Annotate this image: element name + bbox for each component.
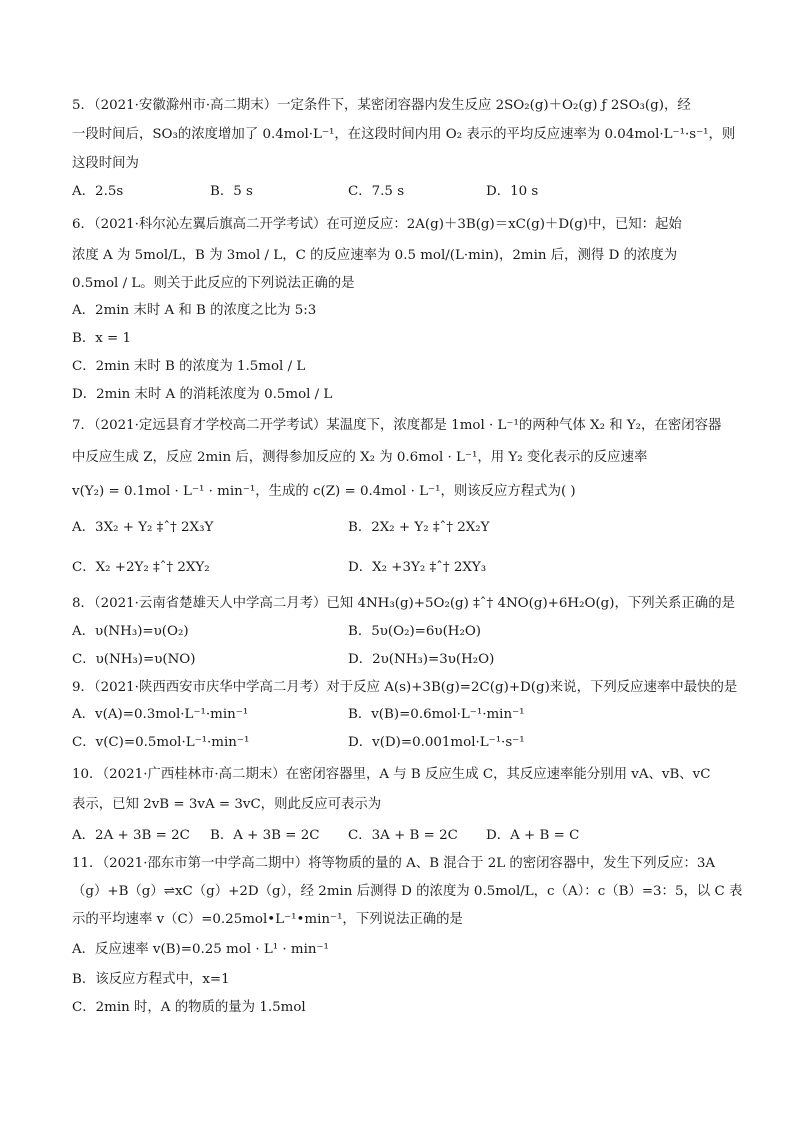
q7-option-a: A．3X₂ + Y₂ ‡ˆ† 2X₃Y	[72, 520, 214, 535]
q9-option-c: C．v(C)=0.5mol·L⁻¹·min⁻¹	[72, 735, 250, 750]
q6-option-b: B．x = 1	[72, 331, 132, 346]
q5-option-a: A．2.5s	[72, 184, 124, 199]
q10-option-d: D．A + B = C	[486, 828, 580, 843]
q8-line-1: 8．（2021·云南省楚雄天人中学高二月考）已知 4NH₃(g)+5O₂(g) ‡ˆ† 4NO(g)+6H₂O(g)，下列关系正确的是	[72, 596, 735, 611]
q7-option-d: D．X₂ +3Y₂ ‡ˆ† 2XY₃	[348, 560, 487, 575]
q5-line-1: 5．（2021·安徽滁州市·高二期末）一定条件下，某密闭容器内发生反应 2SO₂(g)＋O₂(g) ƒ 2SO₃(g)，经	[72, 98, 691, 113]
q11-option-c: C．2min 时，A 的物质的量为 1.5mol	[72, 1000, 306, 1015]
q10-option-a: A．2A + 3B = 2C	[72, 828, 190, 843]
q7-line-1: 7．（2021·定远县育才学校高二开学考试）某温度下，浓度都是 1mol · L⁻¹的两种气体 X₂ 和 Y₂，在密闭容器	[72, 418, 722, 433]
q11-line-1: 11．（2021·邵东市第一中学高二期中）将等物质的量的 A、B 混合于 2L 的密闭容器中，发生下列反应：3A	[72, 856, 716, 871]
q5-line-3: 这段时间为	[72, 156, 139, 171]
q11-line-3: 示的平均速率 v（C）=0.25mol•L⁻¹•min⁻¹，下列说法正确的是	[72, 912, 463, 927]
q7-option-c: C．X₂ +2Y₂ ‡ˆ† 2XY₂	[72, 560, 210, 575]
q5-option-d: D．10 s	[486, 184, 539, 199]
q5-line-2: 一段时间后，SO₃的浓度增加了 0.4mol·L⁻¹，在这段时间内用 O₂ 表示的平均反应速率为 0.04mol·L⁻¹·s⁻¹，则	[72, 127, 736, 142]
q11-line-2: （g）+B（g）⇌xC（g）+2D（g），经 2min 后测得 D 的浓度为 0.5mol/L，c（A）：c（B）=3：5，以 C 表	[72, 884, 743, 899]
q9-option-d: D．v(D)=0.001mol·L⁻¹·s⁻¹	[348, 735, 525, 750]
q8-option-a: A．υ(NH₃)=υ(O₂)	[72, 624, 189, 639]
q6-line-3: 0.5mol / L。则关于此反应的下列说法正确的是	[72, 276, 355, 291]
q5-option-c: C．7.5 s	[348, 184, 405, 199]
q8-option-b: B．5υ(O₂)=6υ(H₂O)	[348, 624, 482, 639]
q6-line-2: 浓度 A 为 5mol/L，B 为 3mol / L，C 的反应速率为 0.5 mol/(L·min)，2min 后，测得 D 的浓度为	[72, 248, 678, 263]
q6-line-1: 6．（2021·科尔沁左翼后旗高二开学考试）在可逆反应：2A(g)＋3B(g)＝xC(g)＋D(g)中，已知：起始	[72, 217, 682, 232]
q7-line-3: v(Y₂) = 0.1mol · L⁻¹ · min⁻¹，生成的 c(Z) = 0.4mol · L⁻¹，则该反应方程式为( )	[72, 484, 576, 499]
q7-line-2: 中反应生成 Z，反应 2min 后，测得参加反应的 X₂ 为 0.6mol · L⁻¹，用 Y₂ 变化表示的反应速率	[72, 450, 648, 465]
q9-option-b: B．v(B)=0.6mol·L⁻¹·min⁻¹	[348, 707, 525, 722]
q10-option-c: C．3A + B = 2C	[348, 828, 458, 843]
q10-option-b: B．A + 3B = 2C	[210, 828, 320, 843]
q6-option-c: C．2min 末时 B 的浓度为 1.5mol / L	[72, 359, 306, 374]
q8-option-d: D．2υ(NH₃)=3υ(H₂O)	[348, 652, 495, 667]
q6-option-d: D．2min 末时 A 的消耗浓度为 0.5mol / L	[72, 387, 333, 402]
q8-option-c: C．υ(NH₃)=υ(NO)	[72, 652, 196, 667]
q10-line-2: 表示，已知 2vB = 3vA = 3vC，则此反应可表示为	[72, 797, 382, 812]
q9-option-a: A．v(A)=0.3mol·L⁻¹·min⁻¹	[72, 707, 249, 722]
q9-line-1: 9．（2021·陕西西安市庆华中学高二月考）对于反应 A(s)+3B(g)=2C(g)+D(g)来说，下列反应速率中最快的是	[72, 680, 738, 695]
q11-option-b: B．该反应方程式中，x=1	[72, 972, 230, 987]
q6-option-a: A．2min 末时 A 和 B 的浓度之比为 5:3	[72, 303, 317, 318]
q7-option-b: B．2X₂ + Y₂ ‡ˆ† 2X₂Y	[348, 520, 490, 535]
q11-option-a: A．反应速率 v(B)=0.25 mol · L¹ · min⁻¹	[72, 942, 329, 957]
q10-line-1: 10．（2021·广西桂林市·高二期末）在密闭容器里，A 与 B 反应生成 C，其反应速率能分别用 vA、vB、vC	[72, 767, 711, 782]
q5-option-b: B．5 s	[210, 184, 253, 199]
